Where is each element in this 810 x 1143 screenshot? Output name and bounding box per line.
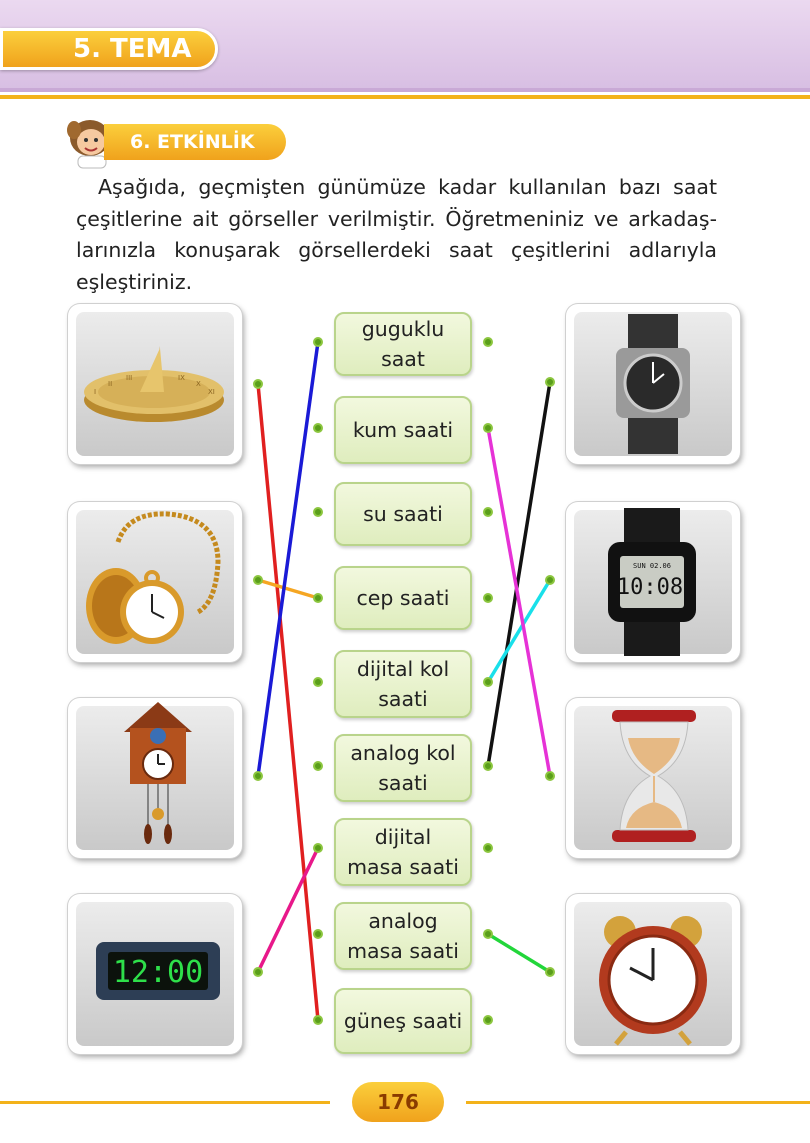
connector-dot[interactable] bbox=[313, 929, 323, 939]
instruction-line: Aşağıda, geçmişten günümüze kadar kullanılan bazı saat bbox=[98, 175, 717, 199]
instruction-line: çeşitlerine ait görseller verilmiştir. Öğretmeniniz ve arkadaş- bbox=[76, 206, 717, 231]
connector-dot[interactable] bbox=[313, 593, 323, 603]
label-kum-saati[interactable]: kum saati bbox=[334, 396, 472, 464]
connector-dot[interactable] bbox=[483, 1015, 493, 1025]
footer-rule-right bbox=[466, 1101, 810, 1104]
connector-dot[interactable] bbox=[313, 423, 323, 433]
connector-dot[interactable] bbox=[483, 761, 493, 771]
instruction-line: larınızla konuşarak görsellerdeki saat çeşitlerini adlarıyla bbox=[76, 238, 717, 262]
label-su-saati[interactable]: su saati bbox=[334, 482, 472, 546]
connector-dot[interactable] bbox=[483, 929, 493, 939]
connector-dot[interactable] bbox=[545, 377, 555, 387]
connector-dot[interactable] bbox=[313, 1015, 323, 1025]
svg-text:X: X bbox=[196, 380, 201, 388]
connector-dot[interactable] bbox=[313, 677, 323, 687]
label-dijital-masa-saati[interactable]: dijital masa saati bbox=[334, 818, 472, 886]
connector-dot[interactable] bbox=[313, 843, 323, 853]
desk-clock-display: 12:00 bbox=[112, 955, 204, 990]
connector-dot[interactable] bbox=[313, 337, 323, 347]
connector-dot[interactable] bbox=[253, 967, 263, 977]
watch-date: SUN 02.06 bbox=[633, 562, 671, 570]
match-line-hourglass bbox=[488, 428, 550, 776]
connector-dot[interactable] bbox=[483, 423, 493, 433]
connector-dot[interactable] bbox=[483, 593, 493, 603]
svg-text:IX: IX bbox=[178, 374, 185, 382]
svg-text:I: I bbox=[94, 388, 97, 396]
connector-dot[interactable] bbox=[253, 379, 263, 389]
connector-dot[interactable] bbox=[313, 761, 323, 771]
connector-dot[interactable] bbox=[483, 677, 493, 687]
match-line-alarm-clock bbox=[488, 934, 550, 972]
activity-tab: 6. ETKİNLİK bbox=[104, 124, 286, 160]
theme-tab: 5. TEMA bbox=[0, 28, 218, 70]
svg-text:II: II bbox=[108, 380, 113, 388]
match-line-pocket-watch bbox=[258, 580, 318, 598]
connector-dot[interactable] bbox=[253, 771, 263, 781]
connector-dot[interactable] bbox=[545, 575, 555, 585]
connector-dot[interactable] bbox=[483, 337, 493, 347]
connector-dot[interactable] bbox=[483, 843, 493, 853]
page-number: 176 bbox=[352, 1082, 444, 1122]
svg-text:XI: XI bbox=[208, 388, 215, 396]
watch-time: 10:08 bbox=[616, 575, 684, 600]
label-analog-masa-saati[interactable]: analog masa saati bbox=[334, 902, 472, 970]
connector-dot[interactable] bbox=[483, 507, 493, 517]
svg-text:III: III bbox=[126, 374, 133, 382]
label-analog-kol-saati[interactable]: analog kol saati bbox=[334, 734, 472, 802]
label-gunes-saati[interactable]: güneş saati bbox=[334, 988, 472, 1054]
footer-rule-left bbox=[0, 1101, 330, 1104]
instruction-line: eşleştiriniz. bbox=[76, 269, 193, 294]
connector-dot[interactable] bbox=[253, 575, 263, 585]
connector-dot[interactable] bbox=[545, 967, 555, 977]
label-cep-saati[interactable]: cep saati bbox=[334, 566, 472, 630]
match-line-analog-wristwatch bbox=[488, 382, 550, 766]
connector-dot[interactable] bbox=[313, 507, 323, 517]
connector-dot[interactable] bbox=[545, 771, 555, 781]
label-dijital-kol-saati[interactable]: dijital kol saati bbox=[334, 650, 472, 718]
label-guguklu-saat[interactable]: guguklu saat bbox=[334, 312, 472, 376]
